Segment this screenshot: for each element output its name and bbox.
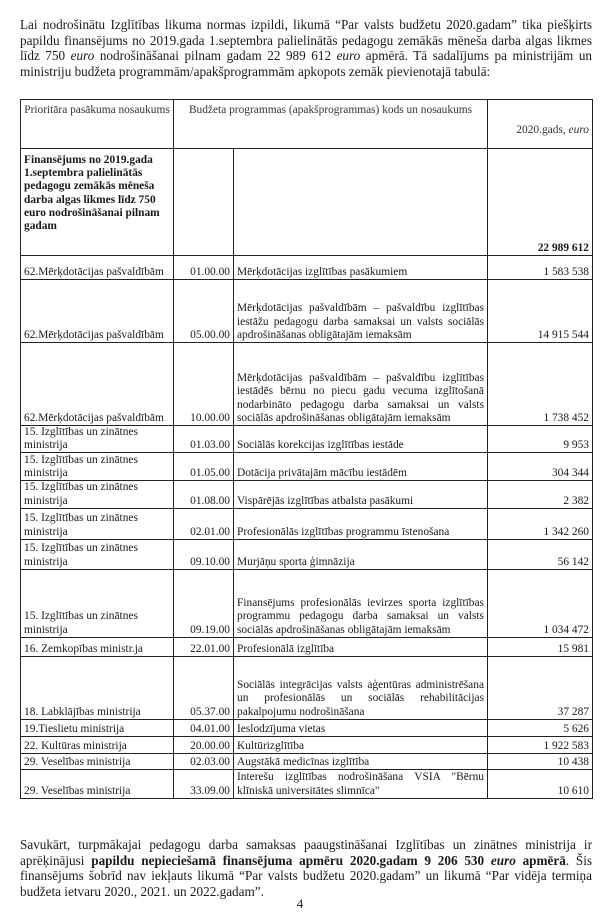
program-name-cell: Mērķdotācijas pašvaldībām – pašvaldību izglītības iestādēs bērnu no piecu gadu vecuma izglītošanā nodarbināto pedagogu darba samaksai un valsts sociālās apdrošināšanas obligātajām iemaksām: [234, 343, 488, 426]
page-number: 4: [296, 896, 304, 911]
table-row: [21, 719, 593, 736]
outro-text: Savukārt, turpmākajai pedagogu darba samaksas paaugstināšanai Izglītības un zinātnes ministrija ir aprēķinājusi: [20, 837, 592, 868]
total-code: [174, 149, 234, 256]
table-row: [21, 769, 593, 798]
header-year-unit: euro: [568, 124, 589, 137]
code-cell: 01.03.00: [174, 426, 234, 453]
code-cell: 22.01.00: [174, 637, 234, 656]
ministry-cell: 62.Mērķdotācijas pašvaldībām: [21, 343, 174, 426]
code-cell: 04.01.00: [174, 719, 234, 736]
program-name-cell: Mērķdotācijas izglītības pasākumiem: [234, 256, 488, 280]
code-cell: 05.00.00: [174, 280, 234, 343]
program-name-cell: Profesionālā izglītība: [234, 637, 488, 656]
table-header-row: [21, 100, 593, 149]
code-cell: 01.08.00: [174, 481, 234, 508]
ministry-cell: 15. Izglītības un zinātnes ministrija: [21, 569, 174, 637]
program-name-cell: Mērķdotācijas pašvaldībām – pašvaldību izglītības iestāžu pedagogu darba samaksai un valsts sociālās apdrošināšanas obligātajām iemaksām: [234, 280, 488, 343]
amount-cell: 1 034 472: [488, 569, 593, 637]
outro-paragraph: [20, 837, 592, 899]
header-year-text: 2020.gads,: [516, 124, 569, 137]
header-measure-name: Prioritāra pasākuma nosaukums: [21, 100, 174, 149]
code-cell: 33.09.00: [174, 769, 234, 798]
amount-cell: 5 626: [488, 719, 593, 736]
total-amount: 22 989 612: [488, 149, 593, 256]
table-row: [21, 569, 593, 637]
table-row: [21, 508, 593, 539]
intro-text: nodrošināšanai pilnam gadam 22 989 612: [94, 48, 337, 64]
program-name-cell: Ieslodzījuma vietas: [234, 719, 488, 736]
total-label: Finansējums no 2019.gada 1.septembra palielinātās pedagogu zemākās mēneša darba algas likmes līdz 750 euro nodrošināšanai pilnam gadam: [21, 149, 174, 256]
ministry-cell: 22. Kultūras ministrija: [21, 736, 174, 753]
code-cell: 02.01.00: [174, 508, 234, 539]
header-program: Budžeta programmas (apakšprogrammas) kods un nosaukums: [174, 100, 488, 149]
ministry-cell: 62.Mērķdotācijas pašvaldībām: [21, 280, 174, 343]
table-row: [21, 637, 593, 656]
intro-text: Lai nodrošinātu Izglītības likuma normas izpildi, likumā “Par valsts budžetu 2020.gadam” tika piešķirts papildu finansējums no 2019.gada 1.septembra palielinātās pedagogu zemākās mēneša darba algas likmes līdz 750: [20, 17, 592, 64]
program-name-cell: Profesionālās izglītības programmu īstenošana: [234, 508, 488, 539]
code-cell: 20.00.00: [174, 736, 234, 753]
intro-text: apmērā. Tā sadalījums pa ministrijām un ministriju budžeta programmām/apakšprogrammām apkopots zemāk pievienotajā tabulā:: [20, 48, 593, 79]
program-name-cell: Sociālās korekcijas izglītības iestāde: [234, 426, 488, 453]
amount-cell: 1 342 260: [488, 508, 593, 539]
table-row: [21, 343, 593, 426]
program-name-cell: Interešu izglītības nodrošināšana VSIA "Bērnu klīniskā universitātes slimnīca": [234, 769, 488, 798]
ministry-cell: 15. Izglītības un zinātnes ministrija: [21, 481, 174, 508]
ministry-cell: 29. Veselības ministrija: [21, 769, 174, 798]
table-row: [21, 753, 593, 769]
outro-bold: [91, 853, 566, 868]
intro-euro: euro: [70, 48, 95, 64]
amount-cell: 1 922 583: [488, 736, 593, 753]
code-cell: 01.05.00: [174, 453, 234, 481]
table-row-total: [21, 149, 593, 256]
amount-cell: 304 344: [488, 453, 593, 481]
table-row: [21, 656, 593, 719]
outro-bold-text: apmērā: [515, 852, 566, 868]
amount-cell: 37 287: [488, 656, 593, 719]
program-name-cell: Sociālās integrācijas valsts aģentūras administrēšana un profesionālās un sociālās rehabilitācijas pakalpojumu nodrošināšana: [234, 656, 488, 719]
intro-euro: euro: [336, 48, 361, 64]
outro-text: . Šis finansējums šobrīd nav iekļauts likumā “Par valsts budžetu 2020.gadam” un likumā “Par vidēja termiņa budžeta ietvaru 2020., 2021. un 2022.gadam”.: [20, 852, 593, 899]
ministry-cell: 62.Mērķdotācijas pašvaldībām: [21, 256, 174, 280]
amount-cell: 2 382: [488, 481, 593, 508]
ministry-cell: 18. Labklājības ministrija: [21, 656, 174, 719]
code-cell: 09.10.00: [174, 539, 234, 569]
program-name-cell: Kultūrizglītība: [234, 736, 488, 753]
code-cell: 01.00.00: [174, 256, 234, 280]
program-name-cell: Augstākā medicīnas izglītība: [234, 753, 488, 769]
amount-cell: 14 915 544: [488, 280, 593, 343]
code-cell: 02.03.00: [174, 753, 234, 769]
budget-table: [20, 99, 593, 799]
ministry-cell: 29. Veselības ministrija: [21, 753, 174, 769]
ministry-cell: 15. Izglītības un zinātnes ministrija: [21, 453, 174, 481]
amount-cell: 10 438: [488, 753, 593, 769]
outro-euro: euro: [490, 852, 516, 868]
code-cell: 09.19.00: [174, 569, 234, 637]
ministry-cell: 15. Izglītības un zinātnes ministrija: [21, 539, 174, 569]
code-cell: 10.00.00: [174, 343, 234, 426]
table-row: [21, 481, 593, 508]
outro-bold-text: papildu nepieciešamā finansējuma apmēru 2020.gadam 9 206 530: [91, 852, 491, 868]
amount-cell: 9 953: [488, 426, 593, 453]
ministry-cell: 15. Izglītības un zinātnes ministrija: [21, 508, 174, 539]
code-cell: 05.37.00: [174, 656, 234, 719]
amount-cell: 1 738 452: [488, 343, 593, 426]
amount-cell: 1 583 538: [488, 256, 593, 280]
table-row: [21, 453, 593, 481]
table-row: [21, 426, 593, 453]
ministry-cell: 15. Izglītības un zinātnes ministrija: [21, 426, 174, 453]
table-row: [21, 736, 593, 753]
table-row: [21, 256, 593, 280]
amount-cell: 15 981: [488, 637, 593, 656]
ministry-cell: 16. Zemkopības ministr.ja: [21, 637, 174, 656]
program-name-cell: Vispārējās izglītības atbalsta pasākumi: [234, 481, 488, 508]
intro-paragraph: [20, 17, 592, 79]
total-desc: [234, 149, 488, 256]
amount-cell: 10 610: [488, 769, 593, 798]
ministry-cell: 19.Tieslietu ministrija: [21, 719, 174, 736]
table-row: [21, 280, 593, 343]
program-name-cell: Murjāņu sporta ģimnāzija: [234, 539, 488, 569]
header-year: [488, 100, 593, 149]
program-name-cell: Finansējums profesionālās ievirzes sporta izglītības programmu pedagogu darba samaksai un valsts sociālās apdrošināšanas obligātajām iemaksām: [234, 569, 488, 637]
amount-cell: 56 142: [488, 539, 593, 569]
program-name-cell: Dotācija privātajām mācību iestādēm: [234, 453, 488, 481]
table-row: [21, 539, 593, 569]
